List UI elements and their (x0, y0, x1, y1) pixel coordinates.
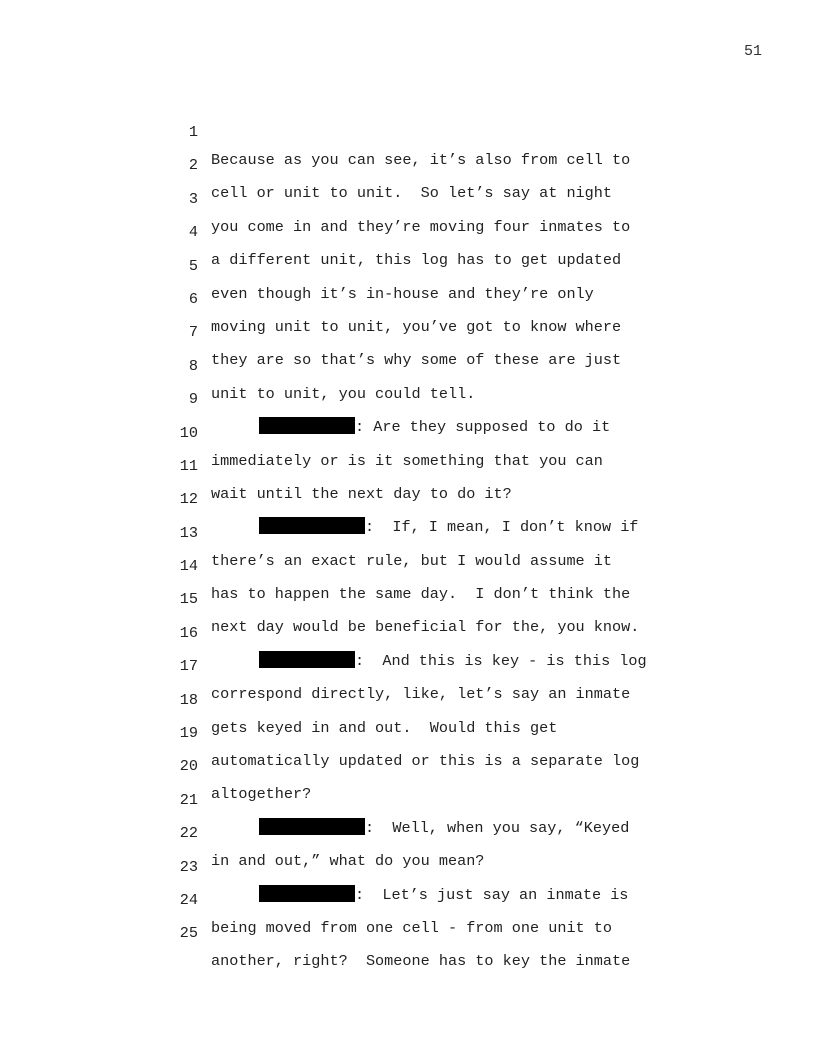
line-number: 24 (179, 890, 198, 909)
line-number: 25 (179, 924, 198, 943)
line-text: Because as you can see, it’s also from cell to (211, 151, 631, 169)
line-text: moving unit to unit, you’ve got to know where (211, 317, 622, 336)
line-text: altogether? (211, 785, 312, 804)
line-number: 7 (188, 323, 198, 342)
line-text: a different unit, this log has to get updated (211, 251, 622, 270)
line-text: correspond directly, like, let’s say an inmate (211, 685, 631, 704)
line-text: : If, I mean, I don’t know if (365, 518, 639, 537)
line-text: unit to unit, you could tell. (211, 384, 476, 403)
line-text: immediately or is it something that you can (211, 451, 603, 470)
line-text: : Let’s just say an inmate is (355, 885, 629, 904)
line-number: 10 (179, 423, 198, 442)
line-text: automatically updated or this is a separate log (211, 752, 640, 771)
line-text: wait until the next day to do it? (211, 484, 512, 503)
line-number: 9 (188, 390, 198, 409)
line-number: 4 (188, 223, 198, 242)
line-text: there’s an exact rule, but I would assume it (211, 551, 613, 570)
line-text: gets keyed in and out. Would this get (211, 718, 558, 737)
line-text: even though it’s in-house and they’re only (211, 284, 594, 303)
line-number: 23 (179, 857, 198, 876)
line-text: being moved from one cell - from one unit to (211, 918, 613, 937)
line-number: 11 (179, 456, 198, 475)
line-number: 15 (179, 590, 198, 609)
line-text: another, right? Someone has to key the inmate (211, 952, 631, 971)
transcript-line (168, 90, 688, 169)
line-text: : Are they supposed to do it (355, 418, 611, 437)
line-number: 14 (179, 557, 198, 576)
line-number: 5 (188, 256, 198, 275)
line-number: 8 (188, 356, 198, 375)
line-number: 6 (188, 289, 198, 308)
line-text: : And this is key - is this log (355, 651, 647, 670)
line-number: 18 (179, 690, 198, 709)
line-text: has to happen the same day. I don’t think the (211, 585, 631, 604)
line-number: 13 (179, 523, 198, 542)
line-text: you come in and they’re moving four inmates to (211, 217, 631, 236)
line-text: next day would be beneficial for the, you know. (211, 618, 640, 637)
line-text: cell or unit to unit. So let’s say at night (211, 184, 613, 203)
line-number: 1 (188, 123, 198, 141)
line-number: 20 (179, 757, 198, 776)
line-number: 16 (179, 623, 198, 642)
line-number: 17 (179, 657, 198, 676)
line-number: 21 (179, 790, 198, 809)
page-number: 51 (743, 43, 762, 60)
line-text: in and out,” what do you mean? (211, 852, 485, 871)
transcript-body (168, 90, 688, 971)
line-number: 2 (188, 156, 198, 175)
line-text: : Well, when you say, “Keyed (365, 818, 630, 837)
line-number: 3 (188, 189, 198, 208)
line-number: 12 (179, 490, 198, 509)
line-number: 19 (179, 724, 198, 743)
line-text: they are so that’s why some of these are just (211, 351, 622, 370)
line-number: 22 (179, 824, 198, 843)
